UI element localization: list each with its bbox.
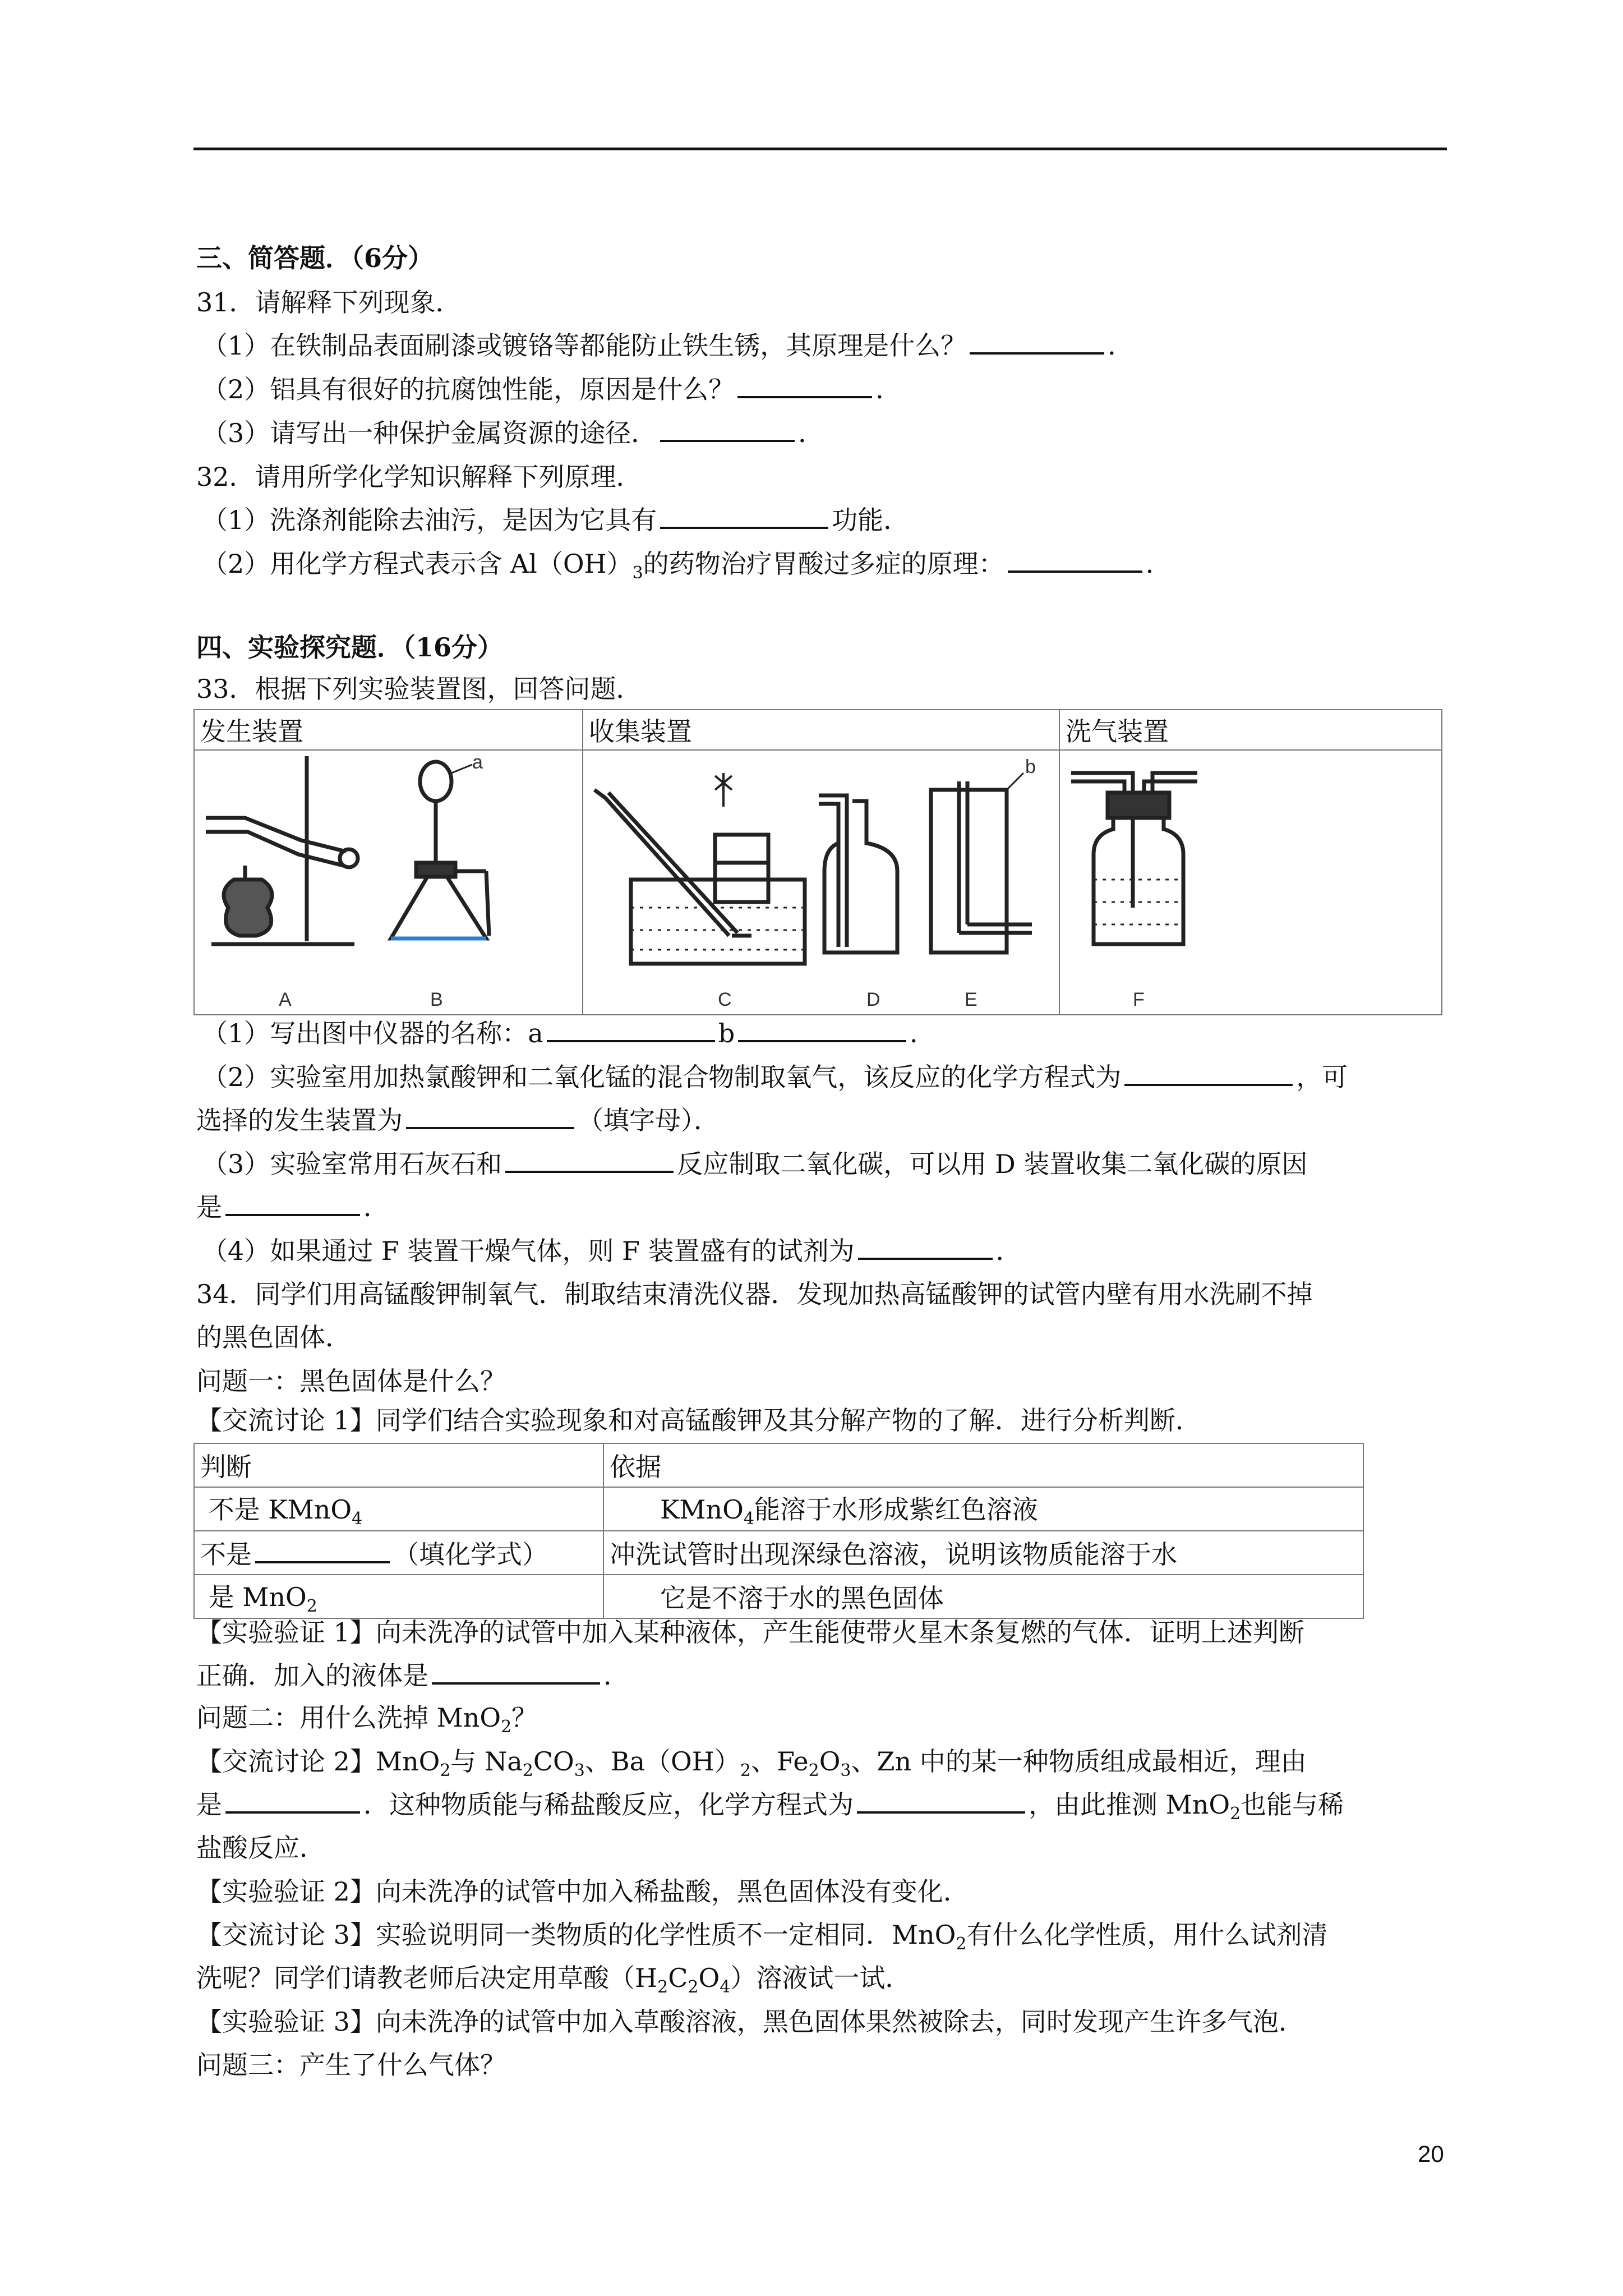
- answer-blank[interactable]: [406, 1105, 574, 1129]
- figure-collection: [583, 750, 1059, 1015]
- label-a: a: [472, 752, 483, 773]
- discussion-2: 【交流讨论 2】MnO$_2$与 $Na_2CO_3$、$Ba(OH)_2$、$Fe_2O_3$、Zn 中的某一种物质组成最相近，理由: [196, 1746, 1307, 1781]
- answer-blank[interactable]: [225, 1789, 360, 1814]
- question-32: 32．请用所学化学知识解释下列原理．: [196, 462, 642, 492]
- header-washing: 洗气装置: [1059, 710, 1442, 750]
- page-number: 20: [1418, 2141, 1444, 2167]
- figure-washing: [1059, 750, 1442, 1015]
- label-C: C: [717, 989, 732, 1010]
- discussion-3: 【交流讨论 3】实验说明同一类物质的化学性质不一定相同．MnO$_2$有什么化学性质，用什么试剂清: [196, 1920, 1328, 1954]
- question-33-1: （1）写出图中仪器的名称：a b ．: [202, 1018, 936, 1048]
- header-judgement: 判断: [194, 1443, 603, 1487]
- apparatus-a: [206, 756, 358, 944]
- judgement-table: [193, 1443, 1364, 1619]
- label-E: E: [964, 989, 978, 1010]
- answer-blank[interactable]: [505, 1148, 674, 1173]
- answer-blank[interactable]: [737, 374, 872, 398]
- section3-title: 三、简答题．（6分）: [196, 243, 434, 273]
- verification-2: 【实验验证 2】向未洗净的试管中加入稀盐酸，黑色固体没有变化．: [196, 1876, 969, 1907]
- problem-1: 问题一：黑色固体是什么？: [196, 1366, 506, 1396]
- apparatus-d: [819, 795, 897, 953]
- answer-blank[interactable]: [660, 504, 828, 529]
- header-basis: 依据: [603, 1443, 1363, 1487]
- question-34: 34．同学们用高锰酸钾制氧气．制取结束清洗仪器．发现加热高锰酸钾的试管内壁有用水洗刷不掉: [196, 1279, 1313, 1309]
- question-33-3-cont: 是 ．: [196, 1192, 389, 1222]
- section4-title: 四、实验探究题．（16分）: [196, 632, 504, 662]
- discussion-2-cont: 是 ．这种物质能与稀盐酸反应，化学方程式为 ，由此推测 MnO$_2$也能与稀: [196, 1789, 1344, 1824]
- apparatus-b: [391, 762, 489, 938]
- label-B: B: [430, 989, 443, 1010]
- label-b: b: [1025, 756, 1036, 777]
- question-32-1: （1）洗涤剂能除去油污，是因为它具有 功能．: [202, 505, 910, 535]
- row3-judgement: 是 MnO$_2$: [194, 1575, 603, 1618]
- answer-blank-a[interactable]: [547, 1018, 715, 1042]
- apparatus-e: [931, 773, 1032, 953]
- problem-3: 问题三：产生了什么气体？: [196, 2050, 506, 2080]
- label-D: D: [866, 989, 880, 1010]
- label-F: F: [1133, 989, 1145, 1010]
- header-collection: 收集装置: [583, 710, 1059, 750]
- answer-blank[interactable]: [255, 1539, 390, 1563]
- question-33-2: （2）实验室用加热氯酸钾和二氧化锰的混合物制取氧气，该反应的化学方程式为 ，可: [202, 1062, 1348, 1092]
- apparatus-f: [1071, 773, 1197, 944]
- answer-blank[interactable]: [970, 330, 1104, 355]
- apparatus-c: [594, 773, 805, 964]
- answer-blank[interactable]: [225, 1191, 360, 1216]
- row1-basis: KMnO$_4$能溶于水形成紫红色溶液: [603, 1487, 1363, 1531]
- answer-blank[interactable]: [1008, 548, 1142, 573]
- row2-basis: 冲洗试管时出现深绿色溶液，说明该物质能溶于水: [603, 1531, 1363, 1575]
- problem-2: 问题二：用什么洗掉 MnO$_2$？: [196, 1703, 538, 1737]
- verification-3: 【实验验证 3】向未洗净的试管中加入草酸溶液，黑色固体果然被除去，同时发现产生许多气泡．: [196, 2007, 1304, 2037]
- question-31: 31．请解释下列现象．: [196, 287, 462, 318]
- figure-generation: [194, 750, 583, 1015]
- label-A: A: [279, 989, 292, 1010]
- header-rule: [193, 148, 1447, 150]
- question-33-3: （3）实验室常用石灰石和 反应制取二氧化碳，可以用 D 装置收集二氧化碳的原因: [202, 1149, 1308, 1179]
- discussion-1: 【交流讨论 1】同学们结合实验现象和对高锰酸钾及其分解产物的了解．进行分析判断．: [196, 1405, 1201, 1435]
- question-33: 33．根据下列实验装置图，回答问题．: [196, 674, 642, 704]
- question-32-2: （2）用化学方程式表示含 $Al(OH)_3$的药物治疗胃酸过多症的原理： ．: [202, 549, 1172, 583]
- question-31-3: （3）请写出一种保护金属资源的途径． ．: [202, 418, 824, 448]
- discussion-3-cont: 洗呢？同学们请教老师后决定用草酸$(H_2C_2O_4)$溶液试一试．: [196, 1963, 911, 1998]
- answer-blank[interactable]: [660, 417, 795, 442]
- row2-judgement: 不是 （填化学式）: [194, 1531, 603, 1575]
- apparatus-table: [193, 709, 1442, 1015]
- discussion-2-end: 盐酸反应．: [196, 1833, 325, 1863]
- question-31-1: （1）在铁制品表面刷漆或镀铬等都能防止铁生锈，其原理是什么？ ．: [202, 330, 1134, 361]
- row1-judgement: 不是 KMnO$_4$: [194, 1487, 603, 1531]
- header-generation: 发生装置: [194, 710, 583, 750]
- question-33-4: （4）如果通过 F 装置干燥气体，则 F 装置盛有的试剂为 ．: [202, 1236, 1022, 1266]
- question-34-cont: 的黑色固体．: [196, 1322, 351, 1352]
- verification-1-cont: 正确．加入的液体是 ．: [196, 1660, 629, 1691]
- answer-blank[interactable]: [432, 1660, 600, 1685]
- answer-blank[interactable]: [1124, 1061, 1293, 1086]
- verification-1: 【实验验证 1】向未洗净的试管中加入某种液体，产生能使带火星木条复燃的气体．证明上述判断: [196, 1617, 1304, 1648]
- answer-blank[interactable]: [857, 1789, 1025, 1814]
- answer-blank-b[interactable]: [738, 1018, 906, 1042]
- row3-basis: 它是不溶于水的黑色固体: [603, 1575, 1363, 1618]
- question-33-2-cont: 选择的发生装置为 （填字母）．: [196, 1105, 720, 1135]
- answer-blank[interactable]: [858, 1235, 993, 1260]
- question-31-2: （2）铝具有很好的抗腐蚀性能，原因是什么？ ．: [202, 374, 902, 404]
